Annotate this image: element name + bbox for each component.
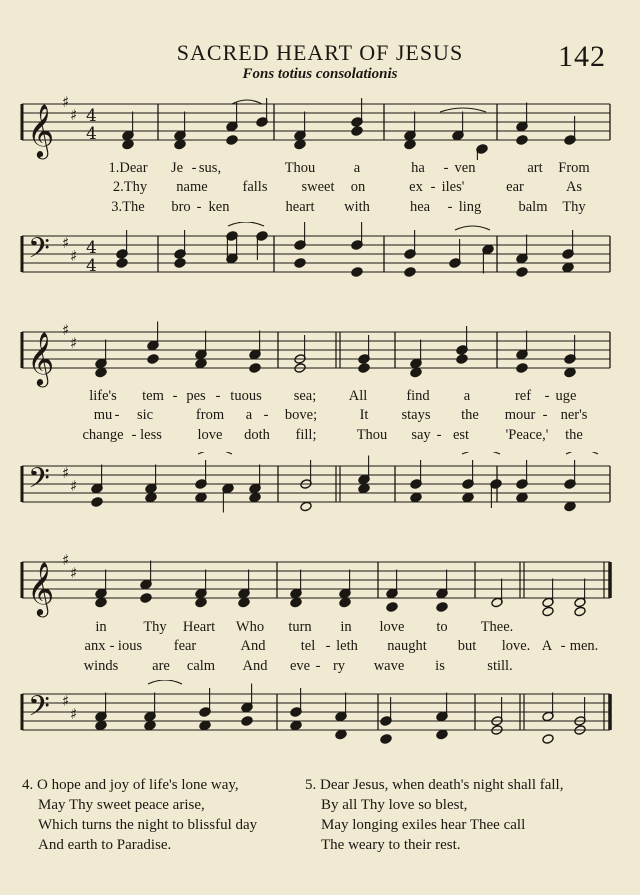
sharp-icon: ♯ (70, 564, 78, 582)
quarter-note (358, 363, 370, 374)
sharp-icon: ♯ (70, 334, 78, 352)
sharp-icon: ♯ (62, 93, 70, 111)
lyric-syllable: say (411, 427, 431, 443)
quarter-note (456, 354, 468, 365)
slur (455, 226, 490, 230)
quarter-note (144, 720, 156, 731)
quarter-note (95, 720, 107, 731)
lyric-syllable: iles' (441, 179, 465, 195)
lyric-syllable: love. (501, 638, 531, 654)
sharp-icon: ♯ (70, 705, 78, 723)
quarter-note (145, 492, 157, 503)
lyric-syllable: less (140, 427, 162, 443)
slur (440, 108, 486, 112)
lyric-syllable: ear (506, 179, 524, 195)
lyric-syllable: ven (454, 160, 476, 176)
verse-line: Which turns the night to blissful day (38, 817, 258, 833)
lyric-syllable: It (359, 407, 369, 423)
lyric-syllable: sic (136, 407, 154, 423)
quarter-note (95, 597, 107, 608)
quarter-note (174, 139, 186, 150)
lyric-syllable: Thou (284, 160, 316, 176)
quarter-note (564, 367, 576, 378)
verse-4 (22, 775, 257, 855)
bass-clef: 𝄢 (28, 232, 50, 272)
lyric-syllable: hea (409, 199, 431, 215)
quarter-note (294, 258, 306, 269)
lyric-syllable: From (558, 160, 590, 176)
lyric-syllable: with (344, 199, 370, 215)
quarter-note (290, 720, 302, 731)
quarter-note (226, 135, 238, 146)
lyric-syllable: the (565, 427, 583, 443)
lyric-syllable: tem (142, 388, 164, 404)
lyric-syllable: And (242, 658, 268, 674)
quarter-note (147, 354, 159, 365)
hymn-subtitle: Fons totius consolationis (242, 66, 398, 82)
verse-line: And earth to Paradise. (38, 837, 172, 853)
lyric-syllable: bove; (284, 407, 318, 423)
quarter-note (199, 720, 211, 731)
lyric-syllable: find (406, 388, 430, 404)
quarter-note (249, 363, 261, 374)
sharp-icon: ♯ (70, 247, 78, 265)
system-1-treble-staff (0, 90, 640, 160)
quarter-note (195, 358, 207, 369)
lyric-syllable: ex (409, 179, 423, 195)
verse-line: 5. Dear Jesus, when death's night shall fall, (305, 777, 564, 793)
system-2-bass-staff (0, 452, 640, 522)
lyric-syllable: sweet (301, 179, 335, 195)
lyric-syllable: love (197, 427, 223, 443)
system-3-bass-staff (0, 680, 640, 750)
lyric-syllable: uge (555, 388, 577, 404)
quarter-note (516, 135, 528, 146)
quarter-note (564, 501, 576, 512)
quarter-note (436, 602, 448, 613)
quarter-note (351, 126, 363, 137)
lyric-syllable: doth (244, 427, 270, 443)
lyric-syllable: - (196, 199, 202, 215)
lyric-syllable: ref (514, 388, 532, 404)
lyric-syllable: A (541, 638, 553, 654)
lyric-syllable: life's (89, 388, 117, 404)
lyric-syllable: ner's (560, 407, 588, 423)
lyric-syllable: As (565, 179, 583, 195)
system-2-treble-staff (0, 318, 640, 388)
lyric-syllable: Heart (182, 619, 216, 635)
sharp-icon: ♯ (62, 551, 70, 569)
lyric-syllable: in (95, 619, 107, 635)
quarter-note (380, 734, 392, 745)
lyric-syllable: anx (84, 638, 106, 654)
slur (566, 452, 598, 454)
verse-line: 4. O hope and joy of life's lone way, (22, 777, 239, 793)
lyric-syllable: winds (83, 658, 119, 674)
lyric-syllable: a (463, 388, 471, 404)
lyric-syllable: - (263, 407, 269, 423)
quarter-note (174, 258, 186, 269)
quarter-note (241, 716, 253, 727)
lyric-syllable: pes (186, 388, 206, 404)
lyric-syllable: - (315, 658, 321, 674)
time-signature-bottom: 4 (86, 124, 97, 144)
lyric-syllable: in (340, 619, 352, 635)
lyric-syllable: stays (401, 407, 431, 423)
bass-clef: 𝄢 (28, 690, 50, 730)
quarter-note (95, 367, 107, 378)
quarter-note (140, 593, 152, 604)
lyric-syllable: calm (186, 658, 216, 674)
half-note (542, 734, 554, 745)
lyric-syllable: - (172, 388, 178, 404)
lyric-syllable: - (114, 407, 120, 423)
lyric-syllable: mu (93, 407, 113, 423)
quarter-note (335, 729, 347, 740)
lyric-syllable: 2.Thy (112, 179, 148, 195)
lyric-syllable: leth (336, 638, 358, 654)
lyric-syllable: to (436, 619, 448, 635)
slur (462, 452, 500, 454)
quarter-note (404, 267, 416, 278)
treble-clef: 𝄞 (27, 331, 55, 385)
verse-line: May Thy sweet peace arise, (38, 797, 205, 813)
lyric-syllable: Who (235, 619, 265, 635)
half-note (542, 606, 554, 617)
quarter-note (339, 597, 351, 608)
lyric-syllable: - (542, 407, 548, 423)
lyric-syllable: are (152, 658, 170, 674)
lyric-syllable: - (560, 638, 566, 654)
lyric-syllable: 1.Dear (108, 160, 148, 176)
lyric-syllable: men. (569, 638, 599, 654)
quarter-note (410, 367, 422, 378)
time-signature-top: 4 (86, 238, 97, 258)
quarter-note (516, 492, 528, 503)
verse-line: By all Thy love so blest, (321, 797, 468, 813)
quarter-note (562, 262, 574, 273)
quarter-note (516, 267, 528, 278)
lyric-syllable: Thou (356, 427, 388, 443)
lyric-syllable: art (527, 160, 543, 176)
lyric-syllable: Thy (143, 619, 167, 635)
slur (198, 452, 232, 454)
sharp-icon: ♯ (62, 234, 70, 252)
sharp-icon: ♯ (70, 106, 78, 124)
lyric-syllable: eve (289, 658, 311, 674)
lyric-syllable: 3.The (111, 199, 145, 215)
lyric-syllable: bro (171, 199, 191, 215)
lyric-syllable: falls (242, 179, 268, 195)
lyric-syllable: ha (411, 160, 425, 176)
lyric-syllable: turn (288, 619, 312, 635)
quarter-note (462, 492, 474, 503)
lyric-syllable: - (191, 160, 197, 176)
hymn-number: 142 (558, 40, 606, 73)
lyric-syllable: - (109, 638, 115, 654)
lyric-syllable: still. (487, 658, 513, 674)
lyric-syllable: on (350, 179, 366, 195)
sharp-icon: ♯ (62, 692, 70, 710)
lyric-syllable: name (176, 179, 208, 195)
lyric-syllable: Je (170, 160, 184, 176)
quarter-note (238, 597, 250, 608)
slur (148, 680, 182, 684)
lyric-syllable: All (348, 388, 368, 404)
lyric-syllable: Thee. (480, 619, 514, 635)
lyric-syllable: heart (285, 199, 315, 215)
quarter-note (294, 139, 306, 150)
lyric-syllable: fill; (295, 427, 317, 443)
system-3-treble-staff (0, 548, 640, 618)
quarter-note (358, 483, 370, 494)
verse-line: The weary to their rest. (321, 837, 461, 853)
treble-clef: 𝄞 (27, 103, 55, 157)
half-note (300, 501, 312, 512)
lyric-syllable: tuous (230, 388, 262, 404)
lyric-syllable: - (544, 388, 550, 404)
sharp-icon: ♯ (70, 477, 78, 495)
sharp-icon: ♯ (62, 321, 70, 339)
half-note (574, 606, 586, 617)
quarter-note (249, 492, 261, 503)
lyric-syllable: sus, (198, 160, 222, 176)
quarter-note (436, 729, 448, 740)
system-1-bass-staff (0, 222, 640, 292)
quarter-note (116, 258, 128, 269)
lyric-syllable: the (461, 407, 479, 423)
lyric-syllable: ious (117, 638, 143, 654)
hymn-title: SACRED HEART OF JESUS (176, 40, 464, 65)
lyric-syllable: And (240, 638, 266, 654)
lyric-syllable: tel (300, 638, 316, 654)
quarter-note (351, 267, 363, 278)
quarter-note (122, 139, 134, 150)
lyric-syllable: is (435, 658, 445, 674)
lyric-syllable: est (452, 427, 470, 443)
lyric-syllable: change (82, 427, 124, 443)
lyric-syllable: Thy (562, 199, 586, 215)
verse-line: May longing exiles hear Thee call (321, 817, 526, 833)
sharp-icon: ♯ (62, 464, 70, 482)
lyric-syllable: - (430, 179, 436, 195)
time-signature-bottom: 4 (86, 256, 97, 276)
lyric-syllable: 'Peace,' (505, 427, 549, 443)
bass-clef: 𝄢 (28, 462, 50, 502)
lyric-syllable: - (447, 199, 453, 215)
lyric-syllable: but (457, 638, 477, 654)
lyric-syllable: a (245, 407, 253, 423)
lyric-syllable: from (195, 407, 225, 423)
lyric-syllable: ry (332, 658, 346, 674)
lyric-syllable: sea; (293, 388, 317, 404)
lyric-syllable: - (215, 388, 221, 404)
quarter-note (410, 492, 422, 503)
lyric-syllable: balm (518, 199, 548, 215)
verse-5 (305, 775, 563, 855)
lyric-syllable: - (325, 638, 331, 654)
lyric-syllable: a (353, 160, 361, 176)
lyric-syllable: - (131, 427, 137, 443)
lyric-syllable: wave (373, 658, 405, 674)
quarter-note (404, 139, 416, 150)
quarter-note (386, 602, 398, 613)
lyric-syllable: mour (504, 407, 536, 423)
quarter-note (195, 492, 207, 503)
lyric-syllable: - (436, 427, 442, 443)
quarter-note (91, 497, 103, 508)
lyric-syllable: ling (458, 199, 482, 215)
slur (228, 222, 264, 226)
lyric-syllable: naught (387, 638, 427, 654)
lyric-syllable: - (443, 160, 449, 176)
lyric-syllable: ken (208, 199, 230, 215)
treble-clef: 𝄞 (27, 561, 55, 615)
quarter-note (195, 597, 207, 608)
time-signature-top: 4 (86, 106, 97, 126)
lyric-syllable: fear (173, 638, 197, 654)
quarter-note (290, 597, 302, 608)
quarter-note (516, 363, 528, 374)
lyric-syllable: love (379, 619, 405, 635)
